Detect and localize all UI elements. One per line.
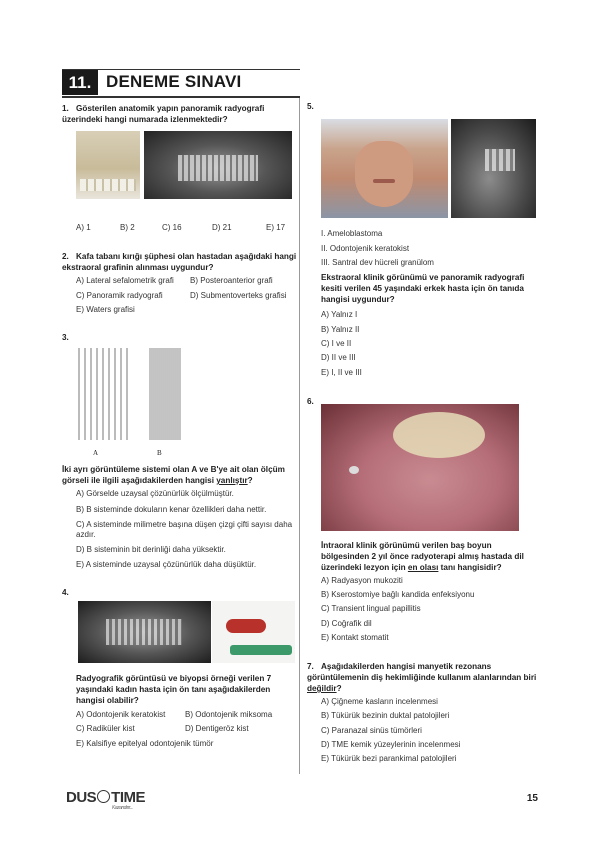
q6-option-b[interactable]: B) Kserostomiye bağlı kandida enfeksiyonu xyxy=(321,590,475,599)
q6-option-d[interactable]: D) Coğrafik dil xyxy=(321,619,372,628)
pattern-label-b: B xyxy=(157,449,162,457)
q3-option-d[interactable]: D) B sisteminin bit derinliği daha yüksektir. xyxy=(76,545,226,554)
resolution-test-pattern xyxy=(76,348,186,448)
q5-option-d[interactable]: D) II ve III xyxy=(321,353,356,362)
q2-option-e[interactable]: E) Waters grafisi xyxy=(76,305,135,314)
q7-option-a[interactable]: A) Çiğneme kasların incelenmesi xyxy=(321,697,438,706)
patient-face-photo xyxy=(321,119,448,218)
q6-option-c[interactable]: C) Transient lingual papillitis xyxy=(321,604,421,613)
q3-option-e[interactable]: E) A sisteminde uzaysal çözünürlük daha düşüktür. xyxy=(76,560,257,569)
q7-option-e[interactable]: E) Tükürük bezi parankimal patolojileri xyxy=(321,754,457,763)
q3-stem: İki ayrı görüntüleme sistemi olan A ve B'ye ait olan ölçüm görseli ile ilgili aşağıdakilerden hangisi yanlıştır? xyxy=(62,465,285,485)
q5-item-3: III. Santral dev hücreli granülom xyxy=(321,258,434,267)
q3-option-b[interactable]: B) B sisteminde dokuların kenar özellikleri daha nettir. xyxy=(76,505,267,514)
q2-stem: 2. Kafa tabanı kırığı şüphesi olan hastadan aşağıdaki hangi ekstraoral grafinin alınması uygundur? xyxy=(62,252,297,272)
q7-option-b[interactable]: B) Tükürük bezinin duktal patolojileri xyxy=(321,711,450,720)
page-number: 15 xyxy=(526,793,538,804)
q3-number: 3. xyxy=(62,333,69,342)
q1-option-c[interactable]: C) 16 xyxy=(162,223,182,232)
q4-option-d[interactable]: D) Dentigeröz kist xyxy=(185,724,249,733)
q4-option-c[interactable]: C) Radiküler kist xyxy=(76,724,135,733)
q5-option-b[interactable]: B) Yalnız II xyxy=(321,325,360,334)
header-bottom-rule xyxy=(62,96,300,98)
q1-option-e[interactable]: E) 17 xyxy=(266,223,286,232)
q1-stem: 1. Gösterilen anatomik yapın panoramik radyografi üzerindeki hangi numarada izlenmektedir? xyxy=(62,104,265,124)
q5-item-2: II. Odontojenik keratokist xyxy=(321,244,410,253)
q3-option-c[interactable]: C) A sisteminde milimetre başına düşen çizgi çifti sayısı daha azdır. xyxy=(76,520,293,539)
q2-option-b[interactable]: B) Posteroanterior grafi xyxy=(190,276,273,285)
q7-option-d[interactable]: D) TME kemik yüzeylerinin incelenmesi xyxy=(321,740,461,749)
q7-option-c[interactable]: C) Paranazal sinüs tümörleri xyxy=(321,726,422,735)
q4-stem: Radyografik görüntüsü ve biyopsi örneği verilen 7 yaşındaki kadın hasta için ön tanı aşağıdakilerden hangisi olabilir? xyxy=(76,674,272,705)
tooth-icon xyxy=(97,790,110,803)
q6-option-e[interactable]: E) Kontakt stomatit xyxy=(321,633,389,642)
q6-option-a[interactable]: A) Radyasyon mukoziti xyxy=(321,576,403,585)
q2-option-d[interactable]: D) Submentoverteks grafisi xyxy=(190,291,287,300)
q6-stem: İntraoral klinik görünümü verilen baş boyun bölgesinden 2 yıl önce radyoterapi almış hastada dil üzerindeki lezyon için en olası tanı hangisidir? xyxy=(321,541,524,572)
panoramic-radiograph-q4 xyxy=(78,601,211,663)
q1-option-a[interactable]: A) 1 xyxy=(76,223,91,232)
q4-option-b[interactable]: B) Odontojenik miksoma xyxy=(185,710,273,719)
biopsy-specimen-photo xyxy=(212,601,295,663)
q4-option-e[interactable]: E) Kalsifiye epitelyal odontojenik tümör xyxy=(76,739,214,748)
q1-option-d[interactable]: D) 21 xyxy=(212,223,232,232)
q5-option-c[interactable]: C) I ve II xyxy=(321,339,352,348)
q7-stem: 7. Aşağıdakilerden hangisi manyetik rezonans görüntülemenin diş hekimliğinde kullanım alanlarından biri değildir? xyxy=(307,662,537,693)
q2-option-a[interactable]: A) Lateral sefalometrik grafi xyxy=(76,276,174,285)
q5-stem: Ekstraoral klinik görünümü ve panoramik radyografi kesiti verilen 45 yaşındaki erkek hasta için ön tanıda hangisi uygundur? xyxy=(321,273,525,304)
q3-option-a[interactable]: A) Görselde uzaysal çözünürlük ölçülmüştür. xyxy=(76,489,234,498)
dustime-logo: DUS TIME Kazandırır... xyxy=(66,789,146,811)
tongue-lesion-photo xyxy=(321,404,519,531)
q5-option-a[interactable]: A) Yalnız I xyxy=(321,310,358,319)
pattern-label-a: A xyxy=(93,449,99,457)
q5-number: 5. xyxy=(307,102,314,111)
q5-option-e[interactable]: E) I, II ve III xyxy=(321,368,362,377)
q6-number: 6. xyxy=(307,397,314,406)
skull-photo xyxy=(76,131,140,199)
q4-number: 4. xyxy=(62,588,69,597)
panoramic-section-radiograph xyxy=(451,119,536,218)
exam-number-badge: 11. xyxy=(62,70,98,95)
exam-title: DENEME SINAVI xyxy=(106,72,242,91)
q2-option-c[interactable]: C) Panoramik radyografi xyxy=(76,291,163,300)
panoramic-radiograph-q1 xyxy=(144,131,292,199)
q4-option-a[interactable]: A) Odontojenik keratokist xyxy=(76,710,166,719)
q5-item-1: I. Ameloblastoma xyxy=(321,229,383,238)
column-divider xyxy=(299,98,300,774)
q1-option-b[interactable]: B) 2 xyxy=(120,223,135,232)
